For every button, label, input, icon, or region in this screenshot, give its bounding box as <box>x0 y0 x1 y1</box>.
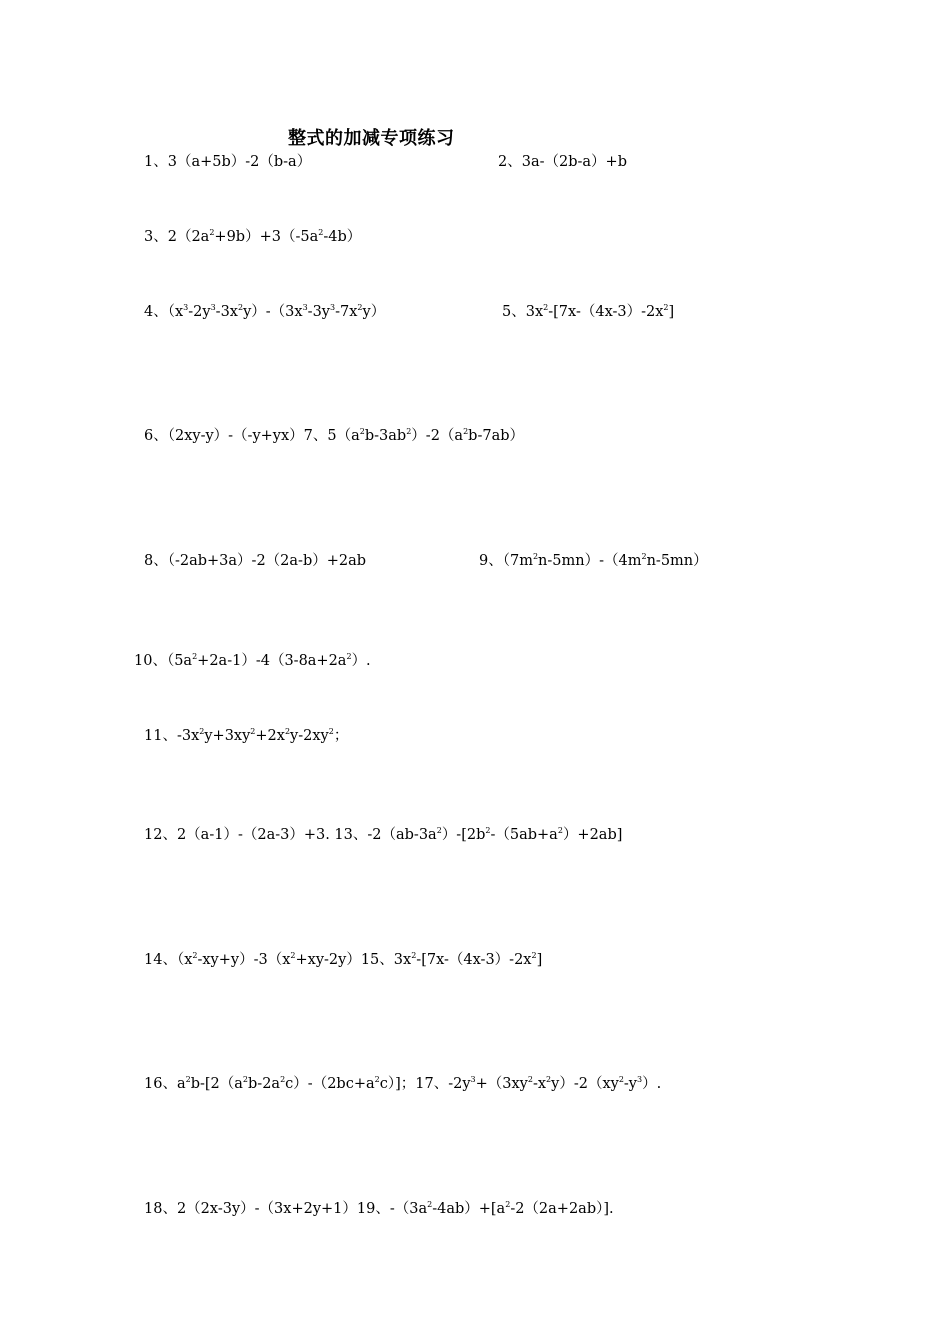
problem-12-13: 12、2（a-1）-（2a-3）+3. 13、$-2(ab-3a^2)-[2b^2-(5ab+a^2)+2ab]$ <box>144 826 623 843</box>
problem-14-15: 14、$(x^2-xy+y)-3(x^2+xy-2y)15$、$3x^2-[7x-(4x-3)-2x^2]$ <box>144 951 543 968</box>
problem-1: 1、3（a+5b）-2（b-a） <box>144 154 312 170</box>
problem-9: 9、$(7m^2n-5mn)-(4m^2n-5mn)$ <box>479 552 708 569</box>
problem-6-7: 6、（2xy-y）-（-y+yx）7、$5(a^2b-3ab^2)-2(a^2b-7ab)$ <box>144 427 525 444</box>
problem-11: 11、$-3x^2y+3xy^2+2x^2y-2xy^2$； <box>144 727 349 744</box>
problem-4: 4、$(x^3-2y^3-3x^2y)-(3x^3-3y^3-7x^2y)$ <box>144 303 386 320</box>
problem-16-17: 16、$a^2b-[2(a^2b-2a^2c)-(2bc+a^2c)]$；17、$-2y^3+(3xy^2-x^2y)-2(xy^2-y^3)$. <box>144 1075 662 1092</box>
problem-8: 8、（-2ab+3a）-2（2a-b）+2ab <box>144 553 367 569</box>
problem-2: 2、3a-（2b-a）+b <box>498 154 627 170</box>
problem-10: 10、$(5a^2+2a-1)-4(3-8a+2a^2)$. <box>134 652 371 669</box>
problem-5: 5、$3x^2-[7x-(4x-3)-2x^2]$ <box>502 303 675 320</box>
problem-3: 3、$2(2a^2+9b)+3(-5a^2-4b)$ <box>144 228 362 245</box>
problem-18-19: 18、2（2x-3y）-（3x+2y+1）19、$-(3a^2-4ab)+[a^2-2(2a+2ab)]$. <box>144 1200 614 1217</box>
worksheet-title: 整式的加减专项练习 <box>288 128 455 149</box>
